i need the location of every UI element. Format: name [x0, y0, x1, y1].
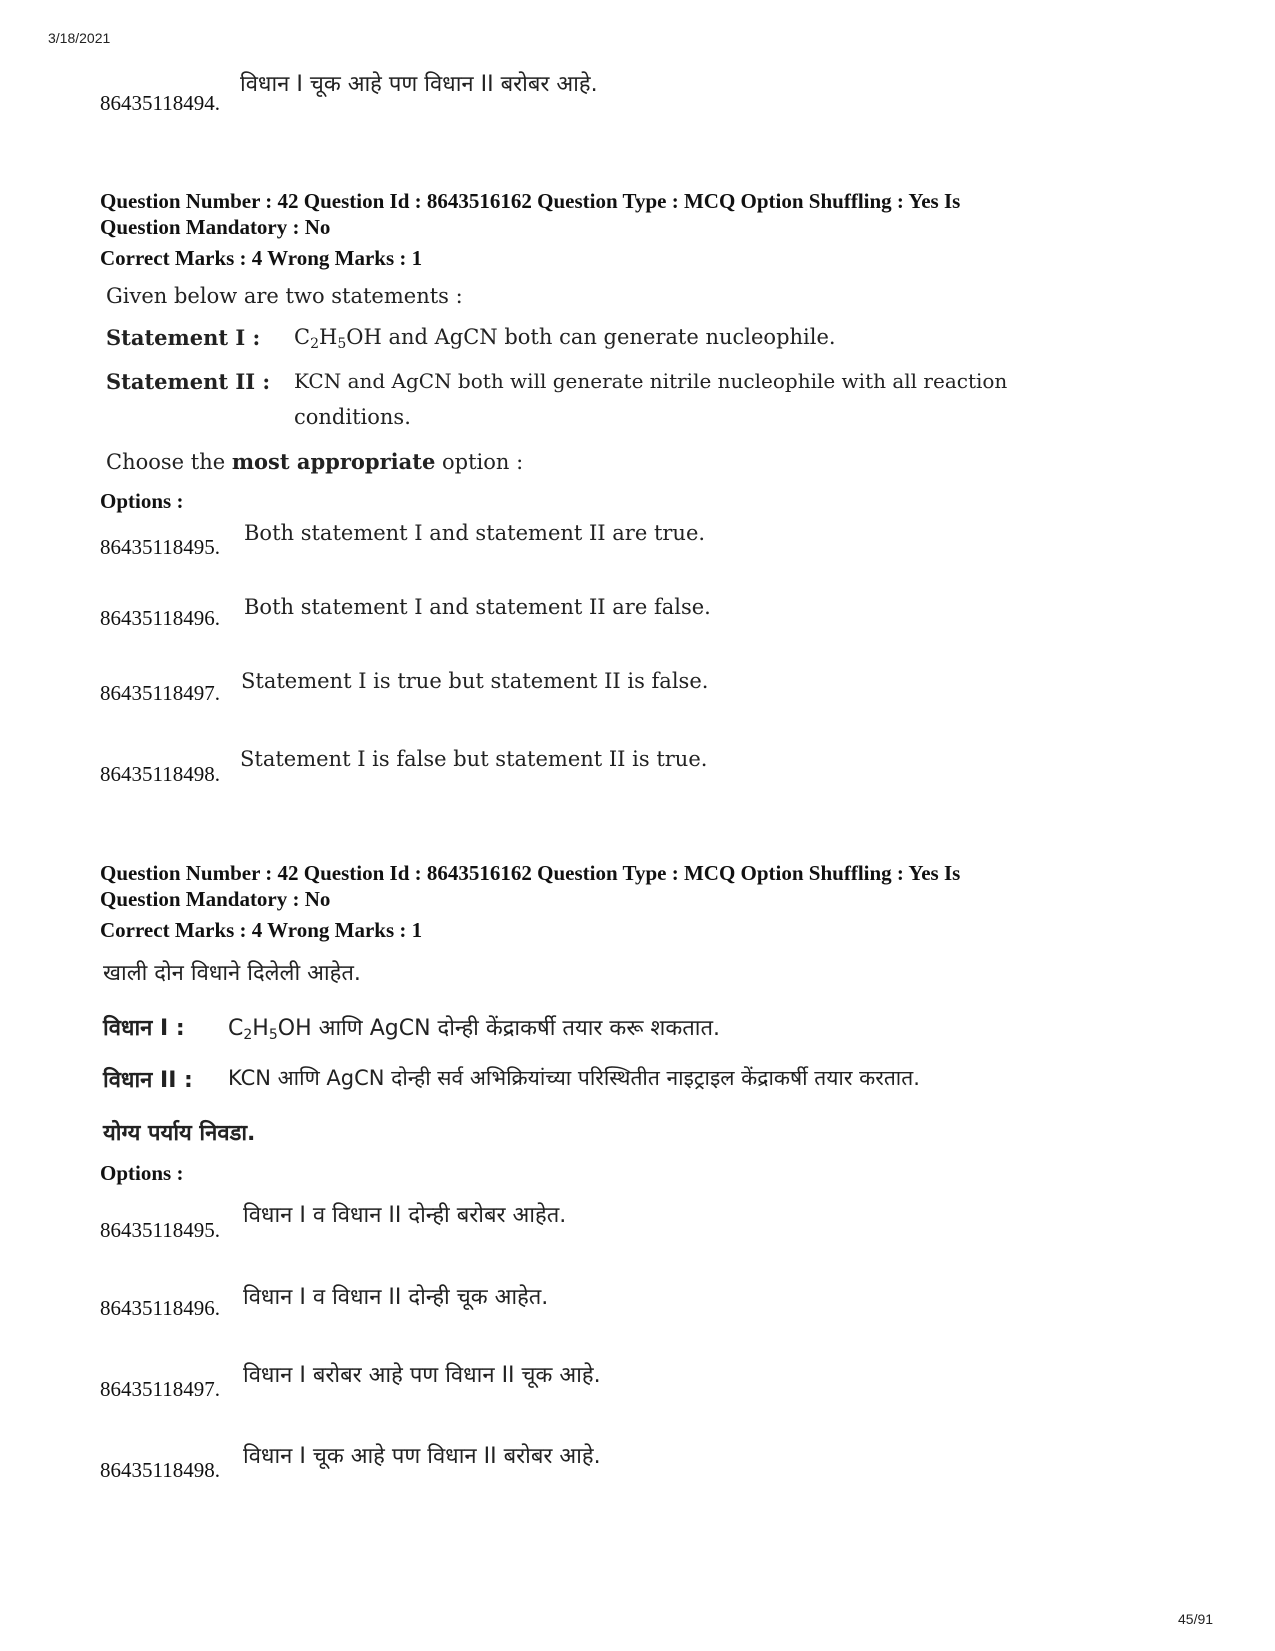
print-date: 3/18/2021 — [48, 30, 111, 46]
option-number: 86435118498. — [100, 1458, 220, 1482]
meta-line-2: Question Mandatory : No — [100, 215, 331, 239]
options-label-en: Options : — [100, 489, 184, 513]
option-text: विधान I चूक आहे पण विधान II बरोबर आहे. — [243, 1444, 601, 1469]
marks-line-mr: Correct Marks : 4 Wrong Marks : 1 — [100, 918, 423, 942]
question-meta-en — [100, 188, 960, 240]
meta-line-1: Question Number : 42 Question Id : 8643516162 Question Type : MCQ Option Shuffling : Yes Is — [100, 861, 961, 885]
meta-line-2: Question Mandatory : No — [100, 887, 331, 911]
statement-1-label-mr: विधान I : — [103, 1016, 185, 1041]
choose-instruction-mr: योग्य पर्याय निवडा. — [103, 1121, 256, 1146]
option-text: Statement I is false but statement II is true. — [240, 747, 708, 771]
option-number: 86435118496. — [100, 1296, 220, 1320]
option-text: Statement I is true but statement II is false. — [241, 669, 709, 693]
prev-option-number: 86435118494. — [100, 91, 220, 115]
option-text: Both statement I and statement II are true. — [244, 521, 706, 545]
option-number: 86435118497. — [100, 1377, 220, 1401]
page-number: 45/91 — [1178, 1611, 1214, 1627]
options-label-mr: Options : — [100, 1161, 184, 1185]
question-intro-mr: खाली दोन विधाने दिलेली आहेत. — [103, 961, 361, 986]
marks-line-en: Correct Marks : 4 Wrong Marks : 1 — [100, 246, 423, 270]
option-number: 86435118498. — [100, 762, 220, 786]
option-number: 86435118495. — [100, 1218, 220, 1242]
statement-1-text-mr: $C_2H_5OH$ आणि AgCN दोन्ही केंद्राकर्षी तयार करू शकतात. — [228, 1016, 721, 1043]
prev-option-text: विधान I चूक आहे पण विधान II बरोबर आहे. — [240, 72, 598, 97]
option-text: विधान I बरोबर आहे पण विधान II चूक आहे. — [243, 1363, 601, 1388]
statement-2-text-mr: KCN आणि AgCN दोन्ही सर्व अभिक्रियांच्या परिस्थितीत नाइट्राइल केंद्राकर्षी तयार करतात. — [228, 1066, 920, 1090]
choose-instruction-en: Choose the most appropriate option : — [106, 449, 524, 474]
statement-1-text-en: $C_2H_5OH$ and AgCN both can generate nucleophile. — [294, 325, 836, 352]
question-meta-mr — [100, 860, 960, 912]
option-number: 86435118495. — [100, 535, 220, 559]
option-number: 86435118497. — [100, 681, 220, 705]
option-text: विधान I व विधान II दोन्ही चूक आहेत. — [243, 1285, 549, 1310]
statement-2-label-en: Statement II : — [106, 369, 271, 394]
meta-line-1: Question Number : 42 Question Id : 8643516162 Question Type : MCQ Option Shuffling : Yes Is — [100, 189, 961, 213]
option-text: विधान I व विधान II दोन्ही बरोबर आहेत. — [243, 1203, 567, 1228]
statement-2-text-cont-en: conditions. — [294, 405, 411, 429]
option-number: 86435118496. — [100, 606, 220, 630]
question-intro-en: Given below are two statements : — [106, 284, 463, 308]
option-text: Both statement I and statement II are false. — [244, 595, 711, 619]
statement-2-text-en: KCN and AgCN both will generate nitrile nucleophile with all reaction — [294, 369, 1008, 393]
statement-1-label-en: Statement I : — [106, 325, 261, 350]
statement-2-label-mr: विधान II : — [103, 1068, 193, 1093]
